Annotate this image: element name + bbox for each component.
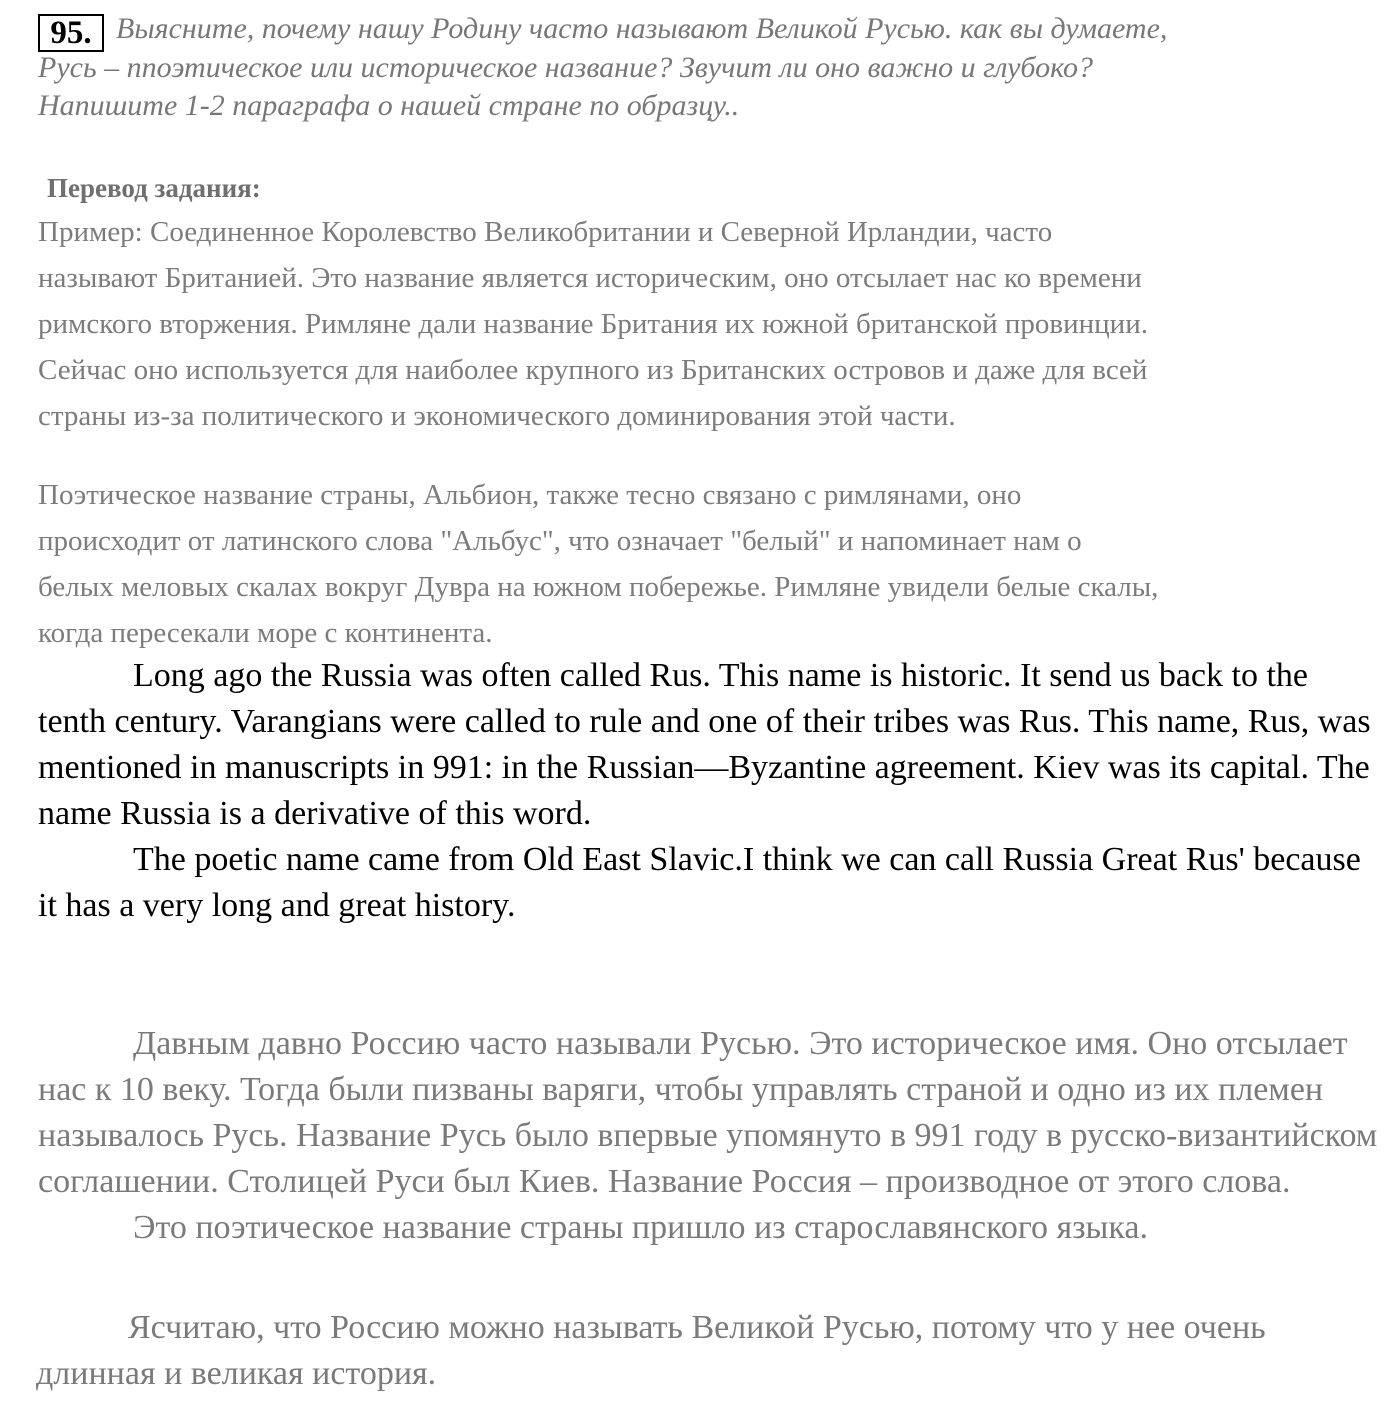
translation-paragraph-1: Пример: Соединенное Королевство Великобритании и Северной Ирландии, часто называют Британией. Это название является историческим, оно отсылает нас ко времени римского вторжения. Римляне дали название Британия их южной британской провинции. Сейчас оно используется для наиболее крупного из Британских островов и даже для всей страны из-за политического и экономического доминирования этой части. xyxy=(38,216,1148,432)
russian-paragraph-1: Давным давно Россию часто называли Русью. Это историческое имя. Оно отсылает нас к 10 веку. Тогда были пизваны варяги, чтобы управлять страной и одно из их племен называлось Русь. Название Русь было впервые упомянуто в 991 году в русско-византийском соглашении. Столицей Руси был Киев. Название Россия – производное от этого слова. xyxy=(38,1025,1378,1200)
russian-answer xyxy=(38,1021,1378,1251)
task-header xyxy=(38,10,1368,126)
english-answer xyxy=(38,653,1378,929)
task-number-box: 95. xyxy=(38,14,104,52)
translation-paragraph-2: Поэтическое название страны, Альбион, также тесно связано с римлянами, оно происходит от латинского слова "Альбус", что означает "белый" и напоминает нам о белых меловых скалах вокруг Дувра на южном побережье. Римляне увидели белые скалы, когда пересекали море с континента. xyxy=(38,479,1159,649)
english-paragraph-1: Long ago the Russia was often called Rus. This name is historic. It send us back to the tenth century. Varangians were called to rule and one of their tribes was Rus. This name, Rus, was mentioned in manuscripts in 991: in the Russian—Byzantine agreement. Kiev was its capital. The name Russia is a derivative of this word. xyxy=(38,657,1371,832)
russian-paragraph-3: Ясчитаю, что Россию можно называть Великой Русью, потому что у нее очень длинная и великая история. xyxy=(36,1309,1266,1392)
russian-paragraph-2: Это поэтическое название страны пришло из старославянского языка. xyxy=(133,1209,1148,1246)
task-text: Выясните, почему нашу Родину часто называют Великой Русью. как вы думаете, Русь – ппоэтическое или историческое название? Звучит ли оно важно и глубоко? Напишите 1-2 параграфа о нашей стране по образцу.. xyxy=(38,12,1168,122)
english-paragraph-2: The poetic name came from Old East Slavic.I think we can call Russia Great Rus' because it has a very long and great history. xyxy=(38,841,1361,924)
translation-title: Перевод задания: xyxy=(47,173,261,203)
